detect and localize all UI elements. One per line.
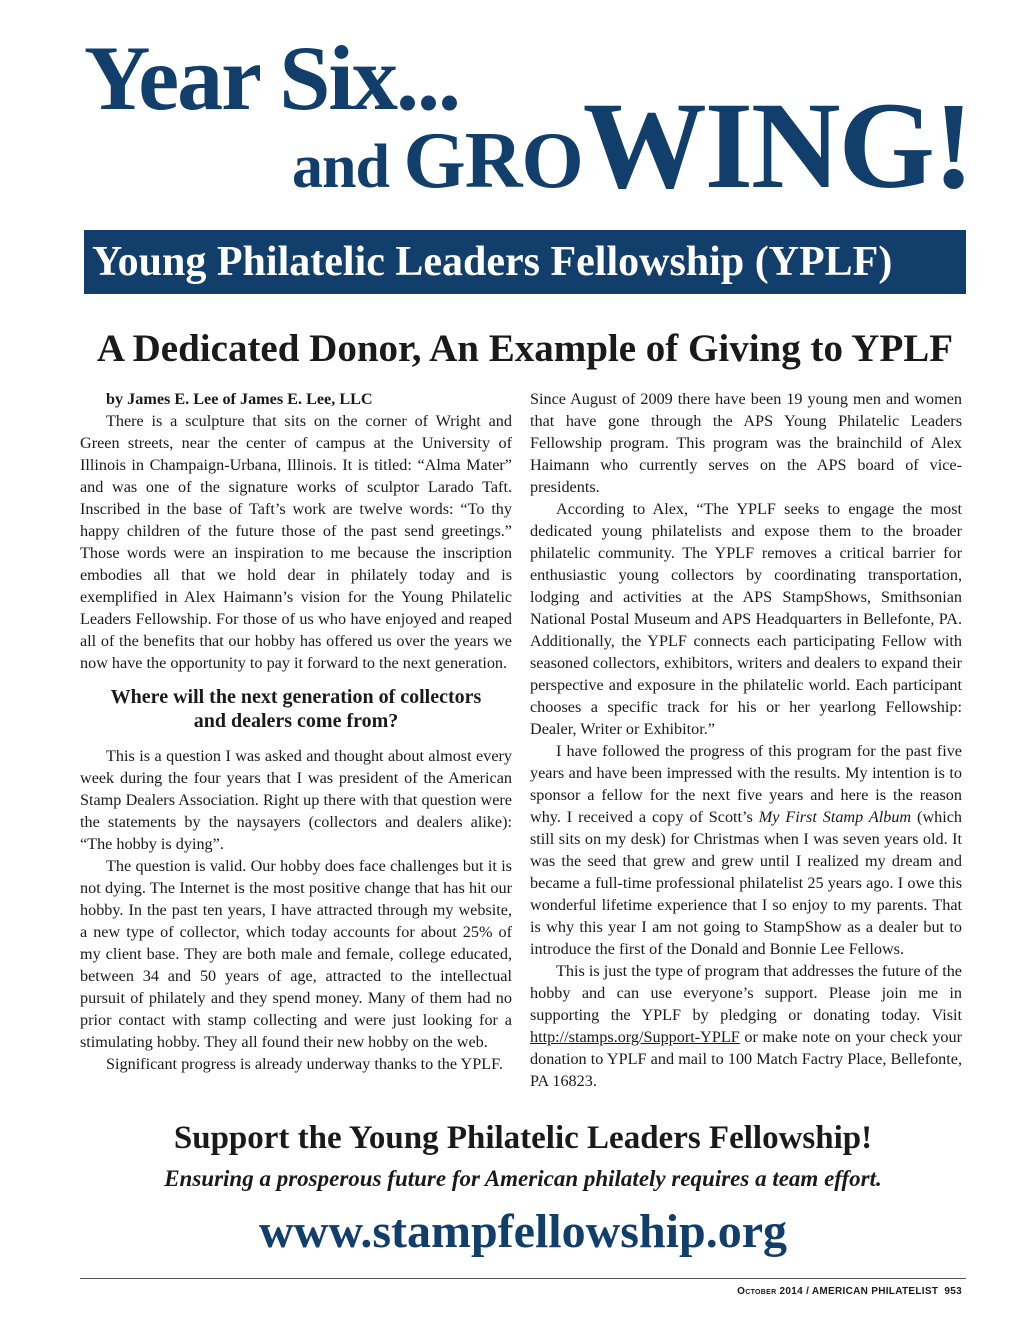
article-title: A Dedicated Donor, An Example of Giving to YPLF <box>96 327 954 370</box>
support-url[interactable]: www.stampfellowship.org <box>258 1205 788 1258</box>
footer-month: October <box>737 1286 777 1297</box>
subhead-line-1: Where will the next generation of collectors <box>110 686 482 708</box>
paragraph-text: or make note on your check your donation to YPLF and mail to 100 Match Factry Place, Bellefonte, PA 16823. <box>530 1028 962 1090</box>
page-number: 953 <box>944 1286 962 1297</box>
paragraph: This is a question I was asked and thought about almost every week during the four years that I was president of the American Stamp Dealers Association. Right up there with that question were the statements by the naysayers (collectors and dealers alike): “The hobby is dying”. <box>80 747 512 853</box>
support-tagline: Ensuring a prosperous future for American philately requires a team effort. <box>164 1166 882 1191</box>
article-left-column <box>80 388 512 1075</box>
paragraph-text: This is just the type of program that addresses the future of the hobby and can use everyone’s support. Please join me in supporting the YPLF by pledging or donating today. Visit <box>530 962 962 1024</box>
headline-wing: WING! <box>582 77 973 214</box>
paragraph: There is a sculpture that sits on the corner of Wright and Green streets, near the center of campus at the University of Illinois in Champaign-Urbana, Illinois. It is titled: “Alma Mater” and was one of the signature works of sculptor Larado Taft. Inscribed in the base of Taft’s work are twelve words: “To thy happy children of the future those of the past send greetings.” Those words were an inspiration to me because the inscription embodies all that we hold dear in philately today and is exemplified in Alex Haimann’s vision for the Young Philatelic Leaders Fellowship. For those of us who have enjoyed and reaped all of the benefits that our hobby has offered us over the years we now have the opportunity to pay it forward to the next generation. <box>80 412 512 672</box>
footer-divider <box>80 1278 966 1279</box>
headline-and: and <box>292 133 404 201</box>
byline: by James E. Lee of James E. Lee, LLC <box>106 390 373 408</box>
footer-publication: 2014 / AMERICAN PHILATELIST <box>776 1286 939 1297</box>
paragraph: Since August of 2009 there have been 19 young men and women that have gone through the APS Young Philatelic Leaders Fellowship program. This program was the brainchild of Alex Haimann who currently serves on the APS board of vice-presidents. <box>530 390 962 496</box>
paragraph: According to Alex, “The YPLF seeks to engage the most dedicated young philatelists and expose them to the broader philatelic community. The YPLF removes a critical barrier for enthusiastic young collectors by coordinating transportation, lodging and activities at the APS StampShows, Smithsonian National Postal Museum and APS Headquarters in Bellefonte, PA. Additionally, the YPLF connects each participating Fellow with seasoned collectors, exhibitors, writers and dealers to expand their perspective and exposure in the philatelic world. Each participant chooses a specific track for his or her yearlong Fellowship: Dealer, Writer or Exhibitor.” <box>530 500 962 738</box>
paragraph-text: (which still sits on my desk) for Christmas when I was seven years old. It was the seed that grew and grew until I realized my dream and became a full-time professional philatelist 25 years ago. I owe this wonderful lifetime experience that I so enjoy to my parents. That is why this year I am not going to StampShow as a dealer but to introduce the first of the Donald and Bonnie Lee Fellows. <box>530 808 962 958</box>
program-banner: Young Philatelic Leaders Fellowship (YPLF) <box>84 230 966 294</box>
book-title: My First Stamp Album <box>758 808 912 826</box>
paragraph <box>530 960 962 1092</box>
headline-line-2 <box>292 77 973 214</box>
support-link[interactable]: http://stamps.org/Support-YPLF <box>530 1028 740 1046</box>
headline-gro: GRO <box>403 117 583 205</box>
paragraph: Significant progress is already underway thanks to the YPLF. <box>106 1055 503 1073</box>
page-footer <box>737 1286 962 1297</box>
paragraph-text: I have followed the progress of this program for the past five years and have been impressed with the results. My intention is to sponsor a fellow for the next five years and here is the reason why. I received a copy of Scott’s <box>530 742 962 826</box>
article-right-column <box>530 388 962 1092</box>
headline-line-1: Year Six... <box>84 27 459 129</box>
paragraph: The question is valid. Our hobby does face challenges but it is not dying. The Internet is the most positive change that has hit our hobby. In the past ten years, I have attracted through my website, a new type of collector, which today accounts for about 25% of my client base. They are both male and female, college educated, between 34 and 50 years of age, attracted to the intellectual pursuit of philately and they spend money. Many of them had no prior contact with stamp collecting and were just looking for a stimulating hobby. They all found their new hobby on the web. <box>80 857 512 1051</box>
subhead-line-2: and dealers come from? <box>193 710 399 732</box>
support-title: Support the Young Philatelic Leaders Fellowship! <box>173 1120 873 1156</box>
section-subhead <box>80 685 512 733</box>
paragraph <box>530 740 962 960</box>
